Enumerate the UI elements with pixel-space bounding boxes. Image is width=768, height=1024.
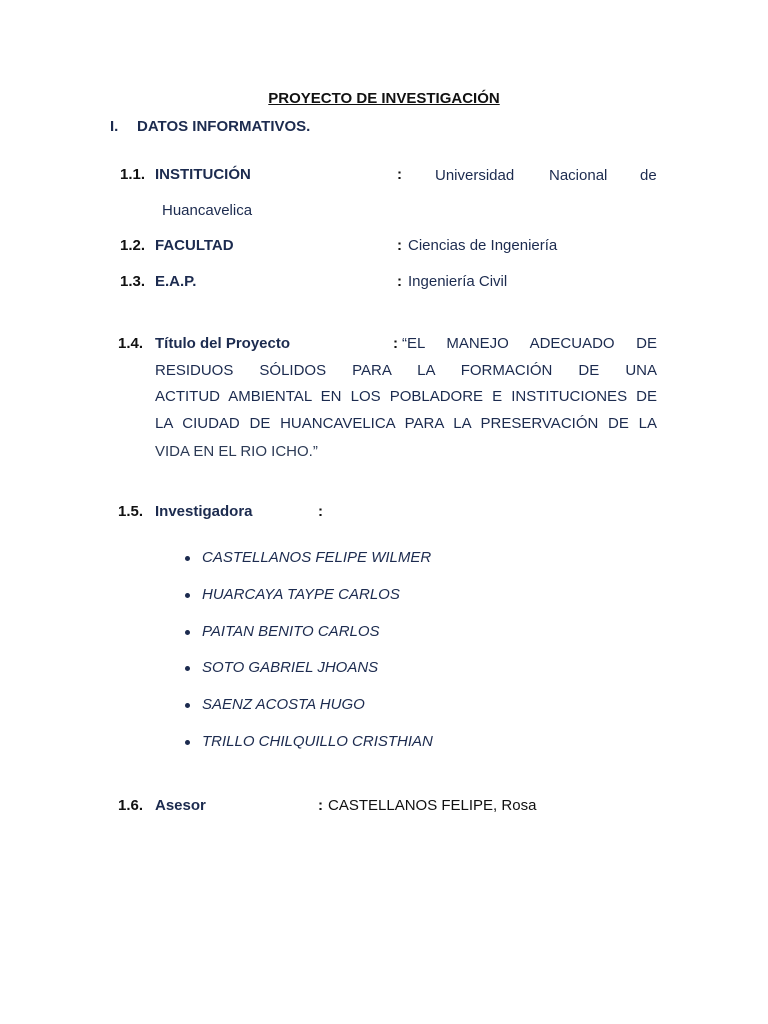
section-heading: DATOS INFORMATIVOS.	[137, 118, 311, 135]
item-value: Ingeniería Civil	[408, 273, 508, 290]
item-value-word: Universidad	[435, 167, 515, 184]
item-colon: :	[393, 335, 398, 352]
bullet-icon	[185, 630, 190, 635]
investigator-name: PAITAN BENITO CARLOS	[202, 622, 380, 640]
bullet-icon	[185, 740, 190, 745]
item-number: 1.6.	[118, 797, 144, 814]
bullet-icon	[185, 556, 190, 561]
item-label: INSTITUCIÓN	[155, 166, 251, 183]
investigator-name: SAENZ ACOSTA HUGO	[202, 696, 365, 714]
item-label: E.A.P.	[155, 273, 197, 290]
section-number: I.	[110, 118, 119, 135]
investigator-name: CASTELLANOS FELIPE WILMER	[202, 549, 432, 566]
item-label: Investigadora	[155, 503, 253, 520]
project-title-line: RESIDUOS SÓLIDOS PARA LA FORMACIÓN DE UNA	[155, 362, 657, 379]
project-title-line: ACTITUD AMBIENTAL EN LOS POBLADORE E INSTITUCIONES DE	[155, 388, 657, 405]
item-value-word: de	[640, 167, 657, 184]
investigator-name: TRILLO CHILQUILLO CRISTHIAN	[202, 732, 433, 750]
item-label: Título del Proyecto	[155, 335, 291, 352]
project-title-line: LA CIUDAD DE HUANCAVELICA PARA LA PRESERVACIÓN DE LA	[155, 415, 657, 432]
item-number: 1.5.	[118, 503, 144, 520]
bullet-icon	[185, 703, 190, 708]
item-number: 1.4.	[118, 335, 144, 352]
item-value-word: Nacional	[549, 167, 608, 184]
document-title: PROYECTO DE INVESTIGACIÓN	[268, 90, 500, 107]
item-number: 1.3.	[120, 273, 146, 290]
item-colon: :	[318, 797, 323, 814]
item-value: CASTELLANOS FELIPE, Rosa	[328, 797, 537, 814]
item-number: 1.2.	[120, 237, 146, 254]
item-colon: :	[397, 273, 402, 290]
item-label: FACULTAD	[155, 237, 234, 254]
item-value-continuation: Huancavelica	[162, 202, 253, 219]
item-colon: :	[318, 503, 323, 520]
investigator-name: SOTO GABRIEL JHOANS	[202, 659, 379, 677]
item-label: Asesor	[155, 797, 206, 814]
project-title-line: “EL MANEJO ADECUADO DE	[402, 335, 657, 352]
investigator-name: HUARCAYA TAYPE CARLOS	[202, 585, 400, 603]
item-colon: :	[397, 166, 402, 183]
bullet-icon	[185, 666, 190, 671]
item-value: Ciencias de Ingeniería	[408, 237, 558, 254]
item-number: 1.1.	[120, 166, 146, 183]
bullet-icon	[185, 593, 190, 598]
project-title-line: VIDA EN EL RIO ICHO.”	[155, 443, 318, 460]
item-colon: :	[397, 237, 402, 254]
